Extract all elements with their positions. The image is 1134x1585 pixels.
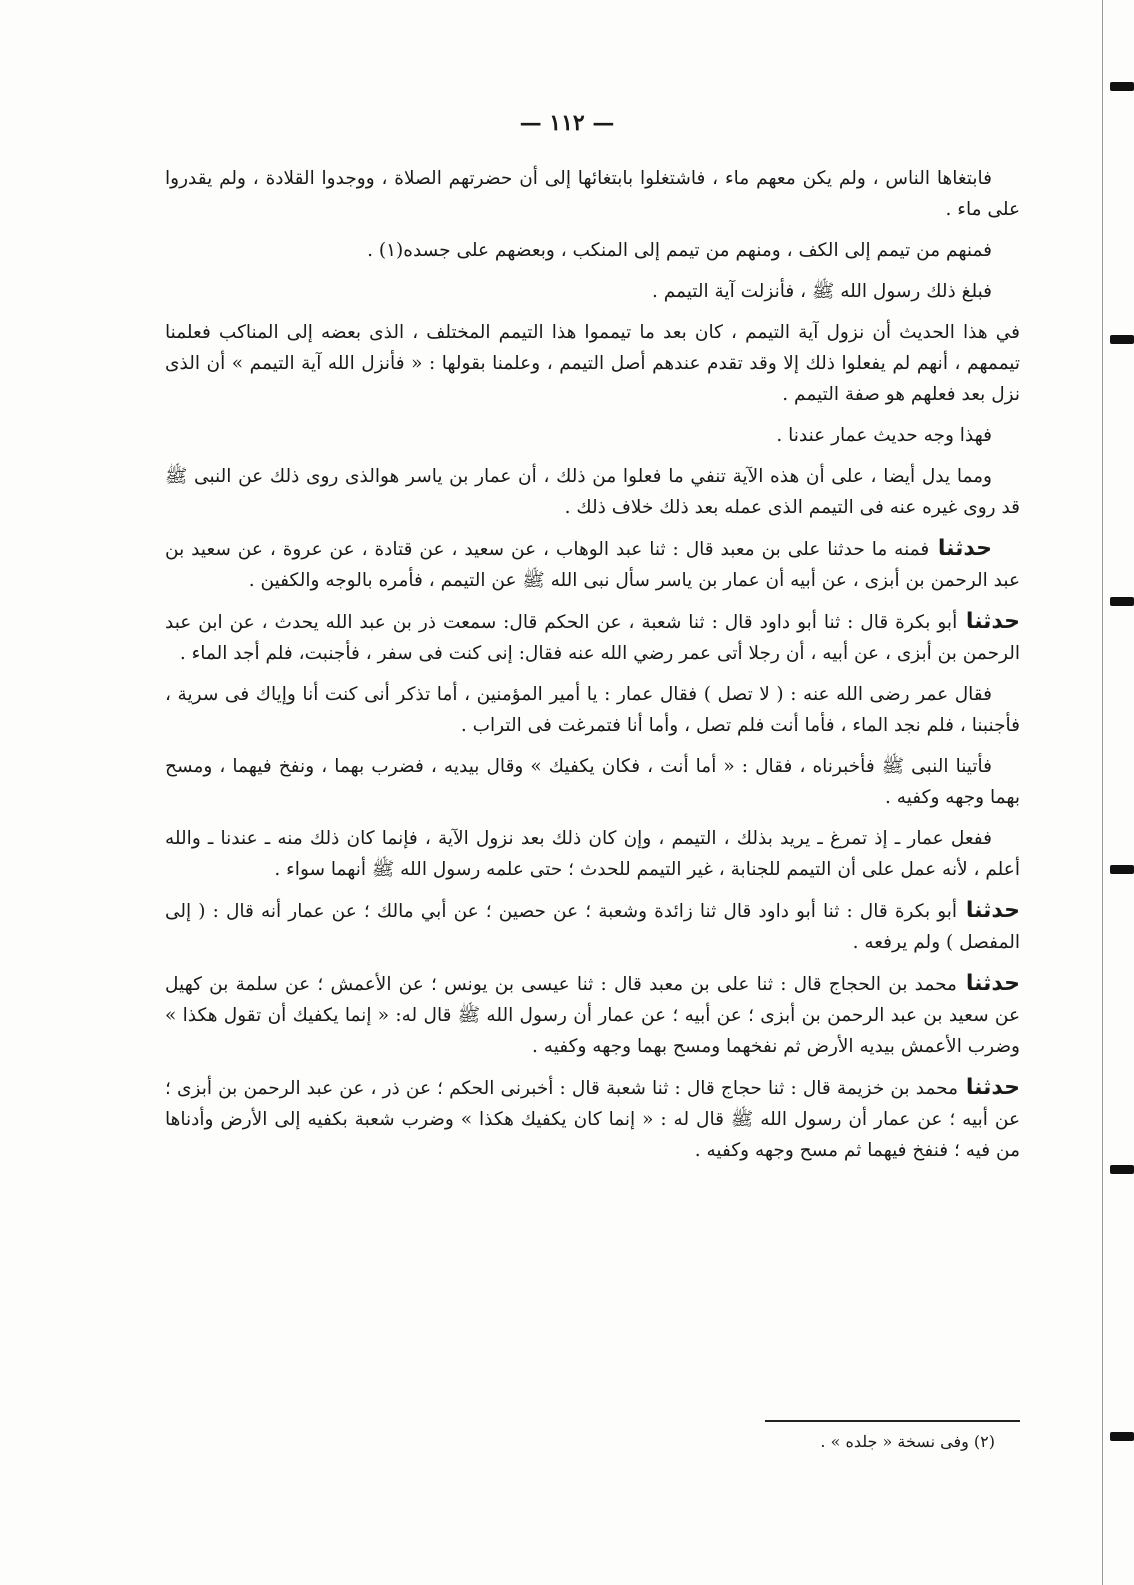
binding-mark xyxy=(1110,865,1134,874)
binding-mark xyxy=(1110,335,1134,344)
paragraph xyxy=(165,679,1020,741)
paragraph-text: فقال عمر رضى الله عنه : ( لا تصل ) فقال عمار : يا أمير المؤمنين ، أما تذكر أنى كنت أنا وإياك فى سرية ، فأجنبنا ، فلم نجد الماء ، فأما أنت فلم تصل ، وأما أنا فتمرغت فى التراب . xyxy=(165,684,1020,736)
paragraph xyxy=(165,533,1020,596)
paragraph xyxy=(165,606,1020,669)
binding-mark xyxy=(1110,1165,1134,1174)
binding-mark xyxy=(1110,82,1134,91)
paragraph xyxy=(165,235,1020,266)
page-edge-rule xyxy=(1102,0,1103,1585)
paragraph xyxy=(165,163,1020,225)
paragraph-text: أبو بكرة قال : ثنا أبو داود قال ثنا زائدة وشعبة ؛ عن حصين ؛ عن أبي مالك ؛ عن عمار أنه قال : ( إلى المفصل ) ولم يرفعه . xyxy=(165,901,1020,953)
paragraph-text: محمد بن الحجاج قال : ثنا على بن معبد قال : ثنا عيسى بن يونس ؛ عن الأعمش ؛ عن سلمة بن كهيل عن سعيد بن عبد الرحمن بن أبزى ؛ عن أبيه ؛ عن عمار أن رسول الله ﷺ قال له: « إنما يكفيك أن تقول هكذا » وضرب الأعمش بيديه الأرض ثم نفخهما ومسح بهما وجهه وكفيه . xyxy=(165,974,1020,1057)
paragraph xyxy=(165,751,1020,813)
hadith-lead-word: حدثنا xyxy=(957,609,1020,634)
paragraph-text: فمنهم من تيمم إلى الكف ، ومنهم من تيمم إلى المنكب ، وبعضهم على جسده(١) . xyxy=(367,240,992,261)
hadith-lead-word: حدثنا xyxy=(956,971,1020,996)
paragraph-text: ففعل عمار ـ إذ تمرغ ـ يريد بذلك ، التيمم ، وإن كان ذلك بعد نزول الآية ، فإنما كان ذلك منه ـ عندنا ـ والله أعلم ، لأنه عمل على أن التيمم للجنابة ، غير التيمم للحدث ؛ حتى علمه رسول الله ﷺ أنهما سواء . xyxy=(165,828,1020,880)
paragraph xyxy=(165,461,1020,523)
main-text xyxy=(165,163,1020,1176)
paragraph-text: في هذا الحديث أن نزول آية التيمم ، كان بعد ما تيمموا هذا التيمم المختلف ، الذى بعضه إلى المناكب فعلمنا تيممهم ، أنهم لم يفعلوا ذلك إلا وقد تقدم عندهم أصل التيمم ، وعلمنا بقولها : « فأنزل الله آية التيمم » أن الذى نزل بعد فعلهم هو صفة التيمم . xyxy=(165,322,1020,405)
paragraph xyxy=(165,823,1020,885)
paragraph-text: فابتغاها الناس ، ولم يكن معهم ماء ، فاشتغلوا بابتغائها إلى أن حضرتهم الصلاة ، ووجدوا القلادة ، ولم يقدروا على ماء . xyxy=(165,168,1020,220)
paragraph-text: فأتينا النبى ﷺ فأخبرناه ، فقال : « أما أنت ، فكان يكفيك » وقال بيديه ، فضرب بهما ، ونفخ فيهما ، ومسح بهما وجهه وكفيه . xyxy=(165,756,1020,808)
paragraph-text: فهذا وجه حديث عمار عندنا . xyxy=(776,425,992,446)
paragraph-text: فمنه ما حدثنا على بن معبد قال : ثنا عبد الوهاب ، عن سعيد ، عن قتادة ، عن عروة ، عن سعيد بن عبد الرحمن بن أبزى ، عن أبيه أن عمار بن ياسر سأل نبى الله ﷺ عن التيمم ، فأمره بالوجه والكفين . xyxy=(165,539,1020,591)
paragraph-text: فبلغ ذلك رسول الله ﷺ ، فأنزلت آية التيمم . xyxy=(651,281,992,302)
paragraph xyxy=(165,968,1020,1062)
footnote: (٢) وفى نسخة « جلده » . xyxy=(820,1432,995,1451)
footnote-rule xyxy=(765,1420,1020,1422)
paragraph-text: أبو بكرة قال : ثنا أبو داود قال : ثنا شعبة ، عن الحكم قال: سمعت ذر بن عبد الله يحدث ، عن ابن عبد الرحمن بن أبزى ، عن أبيه ، أن رجلا أتى عمر رضي الله عنه فقال: إنى كنت فى سفر ، فأجنبت، فلم أجد الماء . xyxy=(165,612,1020,664)
hadith-lead-word: حدثنا xyxy=(929,536,992,561)
paragraph-text: ومما يدل أيضا ، على أن هذه الآية تنفي ما فعلوا من ذلك ، أن عمار بن ياسر هوالذى روى ذلك عن النبى ﷺ قد روى غيره عنه فى التيمم الذى عمله بعد ذلك خلاف ذلك . xyxy=(165,466,1020,518)
page-number: — ١١٢ — xyxy=(519,110,615,136)
paragraph xyxy=(165,895,1020,958)
paragraph xyxy=(165,317,1020,410)
paragraph xyxy=(165,276,1020,307)
binding-mark xyxy=(1110,597,1134,606)
hadith-lead-word: حدثنا xyxy=(958,1075,1020,1100)
paragraph-text: محمد بن خزيمة قال : ثنا حجاج قال : ثنا شعبة قال : أخبرنى الحكم ؛ عن ذر ، عن عبد الرحمن بن أبزى ؛ عن أبيه ؛ عن عمار أن رسول الله ﷺ قال له : « إنما كان يكفيك هكذا » وضرب شعبة بكفيه إلى الأرض وأدناها من فيه ؛ فنفخ فيهما ثم مسح وجهه وكفيه . xyxy=(165,1078,1020,1161)
paragraph xyxy=(165,420,1020,451)
hadith-lead-word: حدثنا xyxy=(957,898,1020,923)
paragraph xyxy=(165,1072,1020,1166)
binding-mark xyxy=(1110,1432,1134,1441)
